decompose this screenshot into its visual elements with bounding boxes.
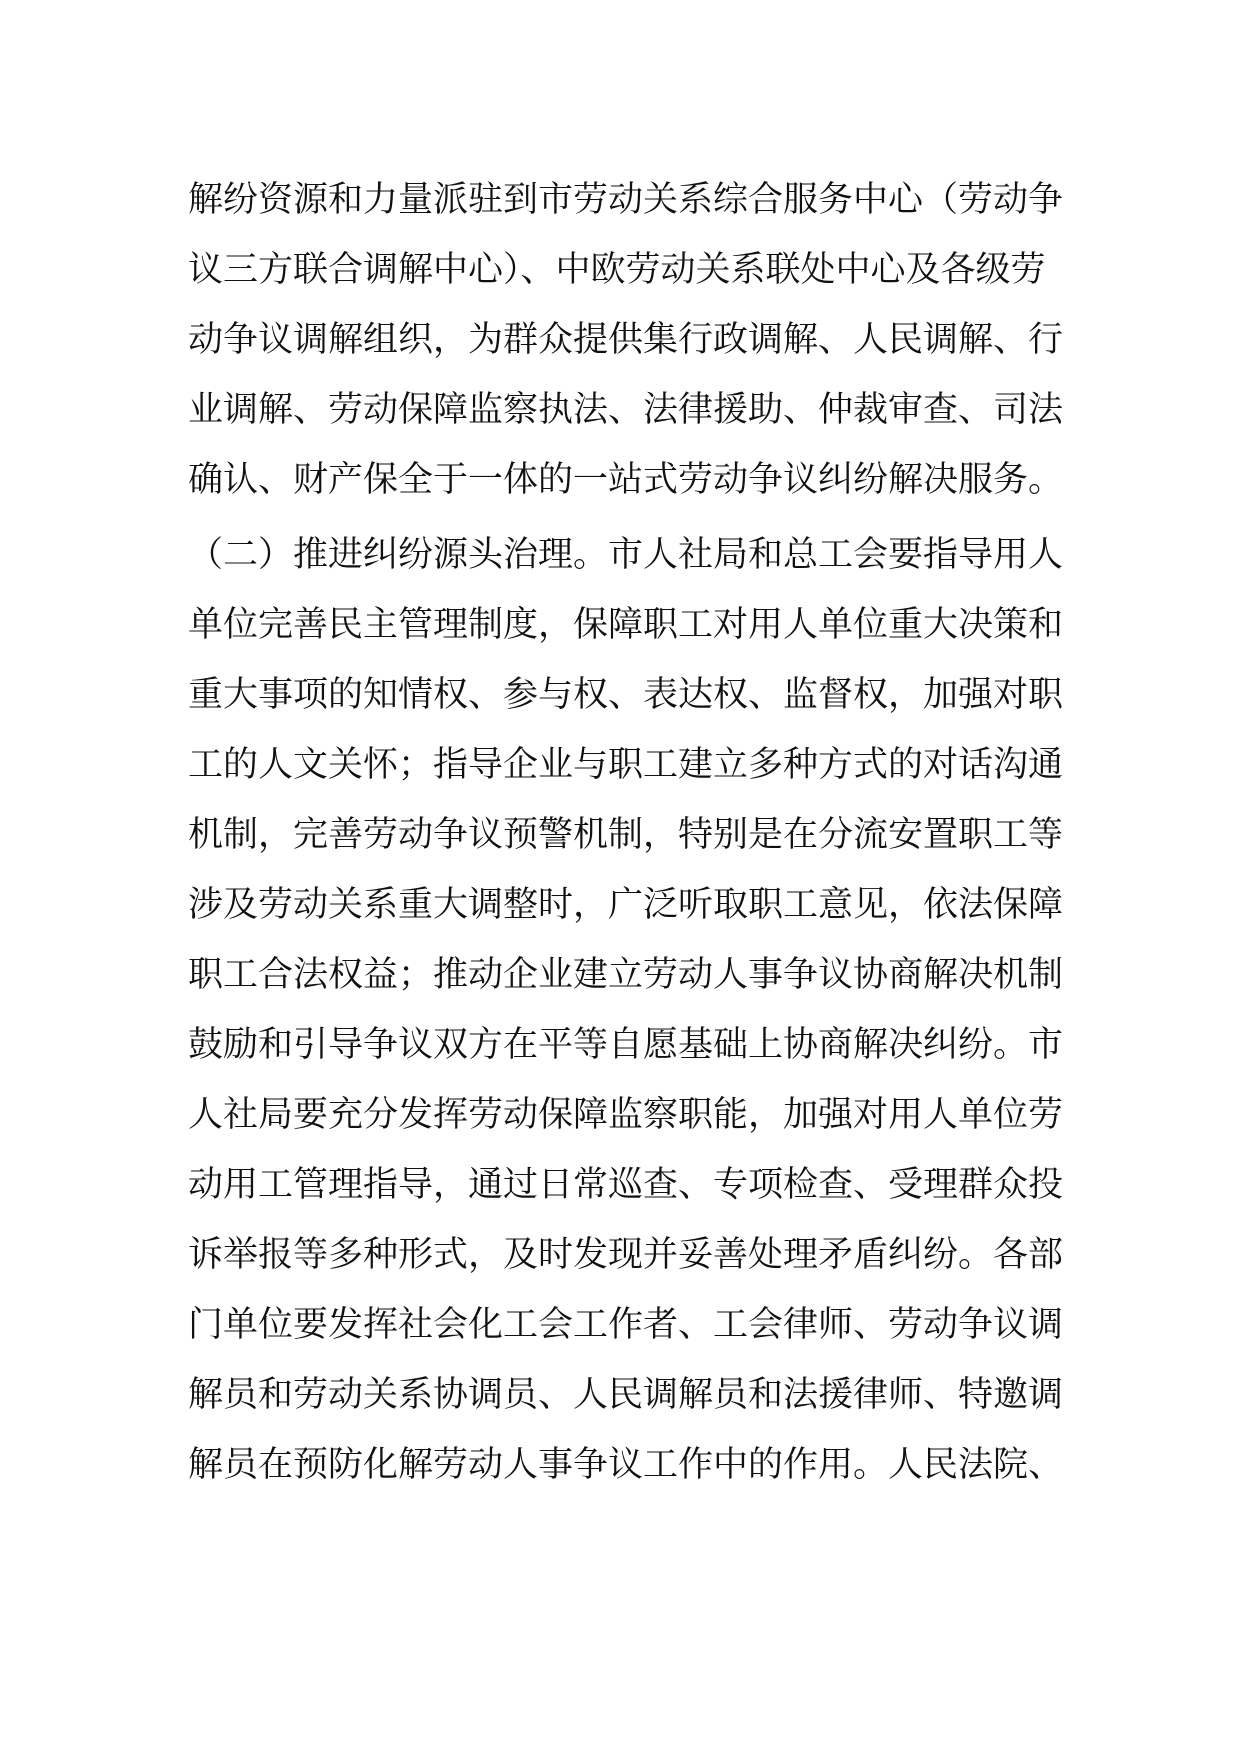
text-line-11: 涉及劳动关系重大调整时，广泛听取职工意见，依法保障 <box>188 885 1064 925</box>
text-line-8: 重大事项的知情权、参与权、表达权、监督权，加强对职 <box>188 675 1064 715</box>
text-line-3: 动争议调解组织，为群众提供集行政调解、人民调解、行 <box>188 320 1064 360</box>
text-line-7: 单位完善民主管理制度，保障职工对用人单位重大决策和 <box>188 605 1064 645</box>
text-line-4: 业调解、劳动保障监察执法、法律援助、仲裁审查、司法 <box>188 390 1064 430</box>
text-line-13: 鼓励和引导争议双方在平等自愿基础上协商解决纠纷。市 <box>188 1025 1064 1065</box>
text-line-5: 确认、财产保全于一体的一站式劳动争议纠纷解决服务。 <box>188 460 1064 500</box>
text-line-15: 动用工管理指导，通过日常巡查、专项检查、受理群众投 <box>188 1165 1064 1205</box>
text-line-18: 解员和劳动关系协调员、人民调解员和法援律师、特邀调 <box>188 1375 1064 1415</box>
text-line-19: 解员在预防化解劳动人事争议工作中的作用。人民法院、 <box>188 1445 1064 1485</box>
text-line-12: 职工合法权益；推动企业建立劳动人事争议协商解决机制 <box>188 955 1064 995</box>
text-line-17: 门单位要发挥社会化工会工作者、工会律师、劳动争议调 <box>188 1305 1064 1345</box>
text-line-1: 解纷资源和力量派驻到市劳动关系综合服务中心（劳动争 <box>188 180 1064 220</box>
text-line-14: 人社局要充分发挥劳动保障监察职能，加强对用人单位劳 <box>188 1095 1064 1135</box>
text-line-2: 议三方联合调解中心）、中欧劳动关系联处中心及各级劳 <box>188 250 1046 290</box>
text-line-10: 机制，完善劳动争议预警机制，特别是在分流安置职工等 <box>188 815 1064 855</box>
section-heading-line: （二）推进纠纷源头治理。市人社局和总工会要指导用人 <box>188 535 1064 575</box>
text-line-9: 工的人文关怀；指导企业与职工建立多种方式的对话沟通 <box>188 745 1064 785</box>
text-line-16: 诉举报等多种形式，及时发现并妥善处理矛盾纠纷。各部 <box>188 1235 1064 1275</box>
